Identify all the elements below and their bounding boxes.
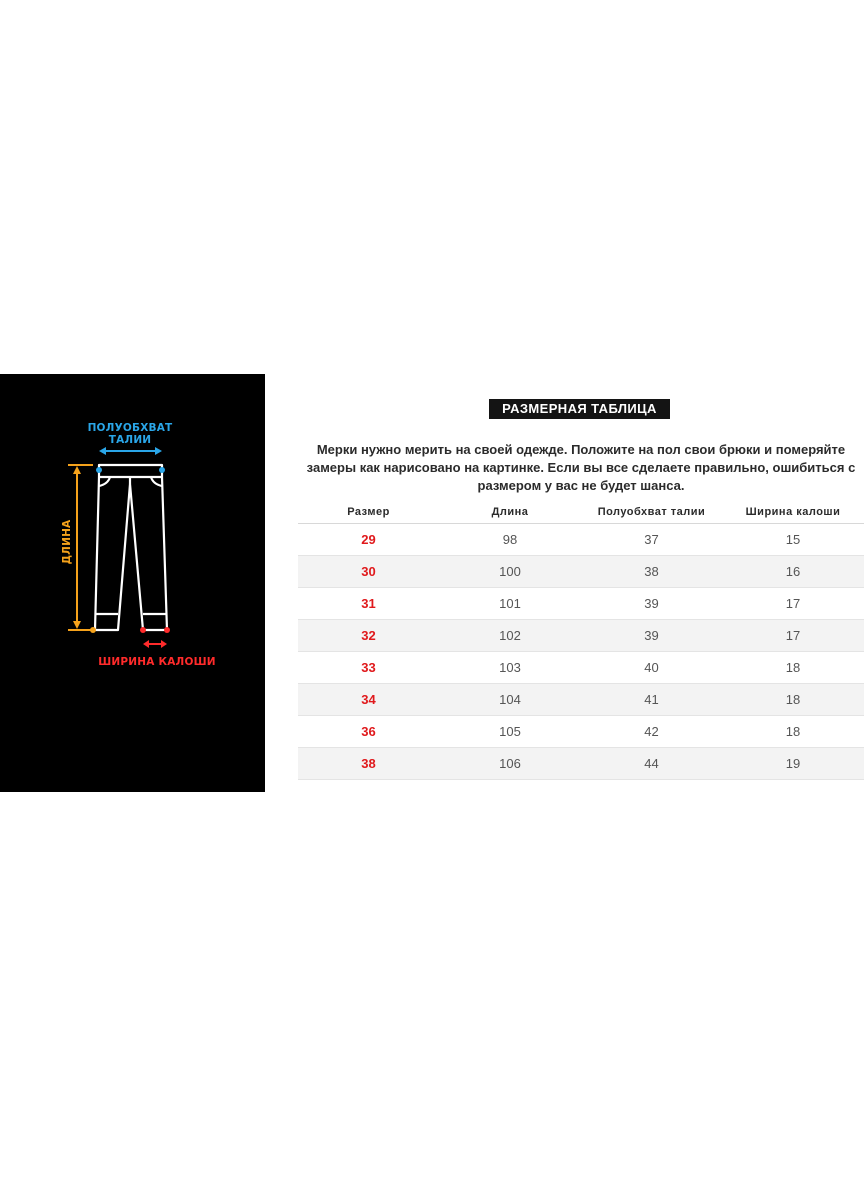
cell-size: 38 bbox=[298, 748, 439, 780]
cell-waist: 39 bbox=[581, 620, 722, 652]
waist-label: ПОЛУОБХВАТ ТАЛИИ bbox=[87, 422, 173, 446]
header-size: Размер bbox=[298, 500, 439, 524]
cell-size: 33 bbox=[298, 652, 439, 684]
cell-length: 101 bbox=[439, 588, 581, 620]
cell-hem: 18 bbox=[722, 716, 864, 748]
cell-size: 32 bbox=[298, 620, 439, 652]
cell-hem: 17 bbox=[722, 588, 864, 620]
cell-size: 31 bbox=[298, 588, 439, 620]
cell-size: 29 bbox=[298, 524, 439, 556]
waist-arrow bbox=[96, 447, 165, 473]
cell-hem: 15 bbox=[722, 524, 864, 556]
size-table bbox=[298, 500, 864, 780]
cell-hem: 18 bbox=[722, 652, 864, 684]
cell-size: 30 bbox=[298, 556, 439, 588]
cell-hem: 16 bbox=[722, 556, 864, 588]
pants-outline bbox=[95, 465, 167, 630]
cell-length: 100 bbox=[439, 556, 581, 588]
cell-waist: 44 bbox=[581, 748, 722, 780]
table-row bbox=[298, 748, 864, 780]
cell-size: 36 bbox=[298, 716, 439, 748]
cell-waist: 39 bbox=[581, 588, 722, 620]
cell-waist: 41 bbox=[581, 684, 722, 716]
cell-waist: 38 bbox=[581, 556, 722, 588]
pants-measurement-illustration bbox=[0, 374, 265, 792]
cell-size: 34 bbox=[298, 684, 439, 716]
table-row bbox=[298, 620, 864, 652]
table-row bbox=[298, 652, 864, 684]
cell-hem: 18 bbox=[722, 684, 864, 716]
table-row bbox=[298, 588, 864, 620]
length-label: ДЛИНА bbox=[61, 519, 73, 565]
cell-length: 105 bbox=[439, 716, 581, 748]
cell-waist: 40 bbox=[581, 652, 722, 684]
cell-waist: 37 bbox=[581, 524, 722, 556]
header-waist: Полуобхват талии bbox=[581, 500, 722, 524]
cell-length: 106 bbox=[439, 748, 581, 780]
table-row bbox=[298, 684, 864, 716]
table-row bbox=[298, 524, 864, 556]
table-header-row bbox=[298, 500, 864, 524]
cell-hem: 19 bbox=[722, 748, 864, 780]
intro-text: Мерки нужно мерить на своей одежде. Положите на пол свои брюки и померяйте замеры как нарисовано на картинке. Если вы все сделаете правильно, ошибиться с размером у вас не будет шанса. bbox=[306, 442, 856, 493]
cell-length: 103 bbox=[439, 652, 581, 684]
page-title: РАЗМЕРНАЯ ТАБЛИЦА bbox=[489, 399, 670, 419]
cell-length: 98 bbox=[439, 524, 581, 556]
cell-length: 102 bbox=[439, 620, 581, 652]
table-row bbox=[298, 716, 864, 748]
table-row bbox=[298, 556, 864, 588]
cell-waist: 42 bbox=[581, 716, 722, 748]
cell-length: 104 bbox=[439, 684, 581, 716]
hem-width-label: ШИРИНА КАЛОШИ bbox=[98, 656, 216, 668]
header-hem: Ширина калоши bbox=[722, 500, 864, 524]
header-length: Длина bbox=[439, 500, 581, 524]
cell-hem: 17 bbox=[722, 620, 864, 652]
